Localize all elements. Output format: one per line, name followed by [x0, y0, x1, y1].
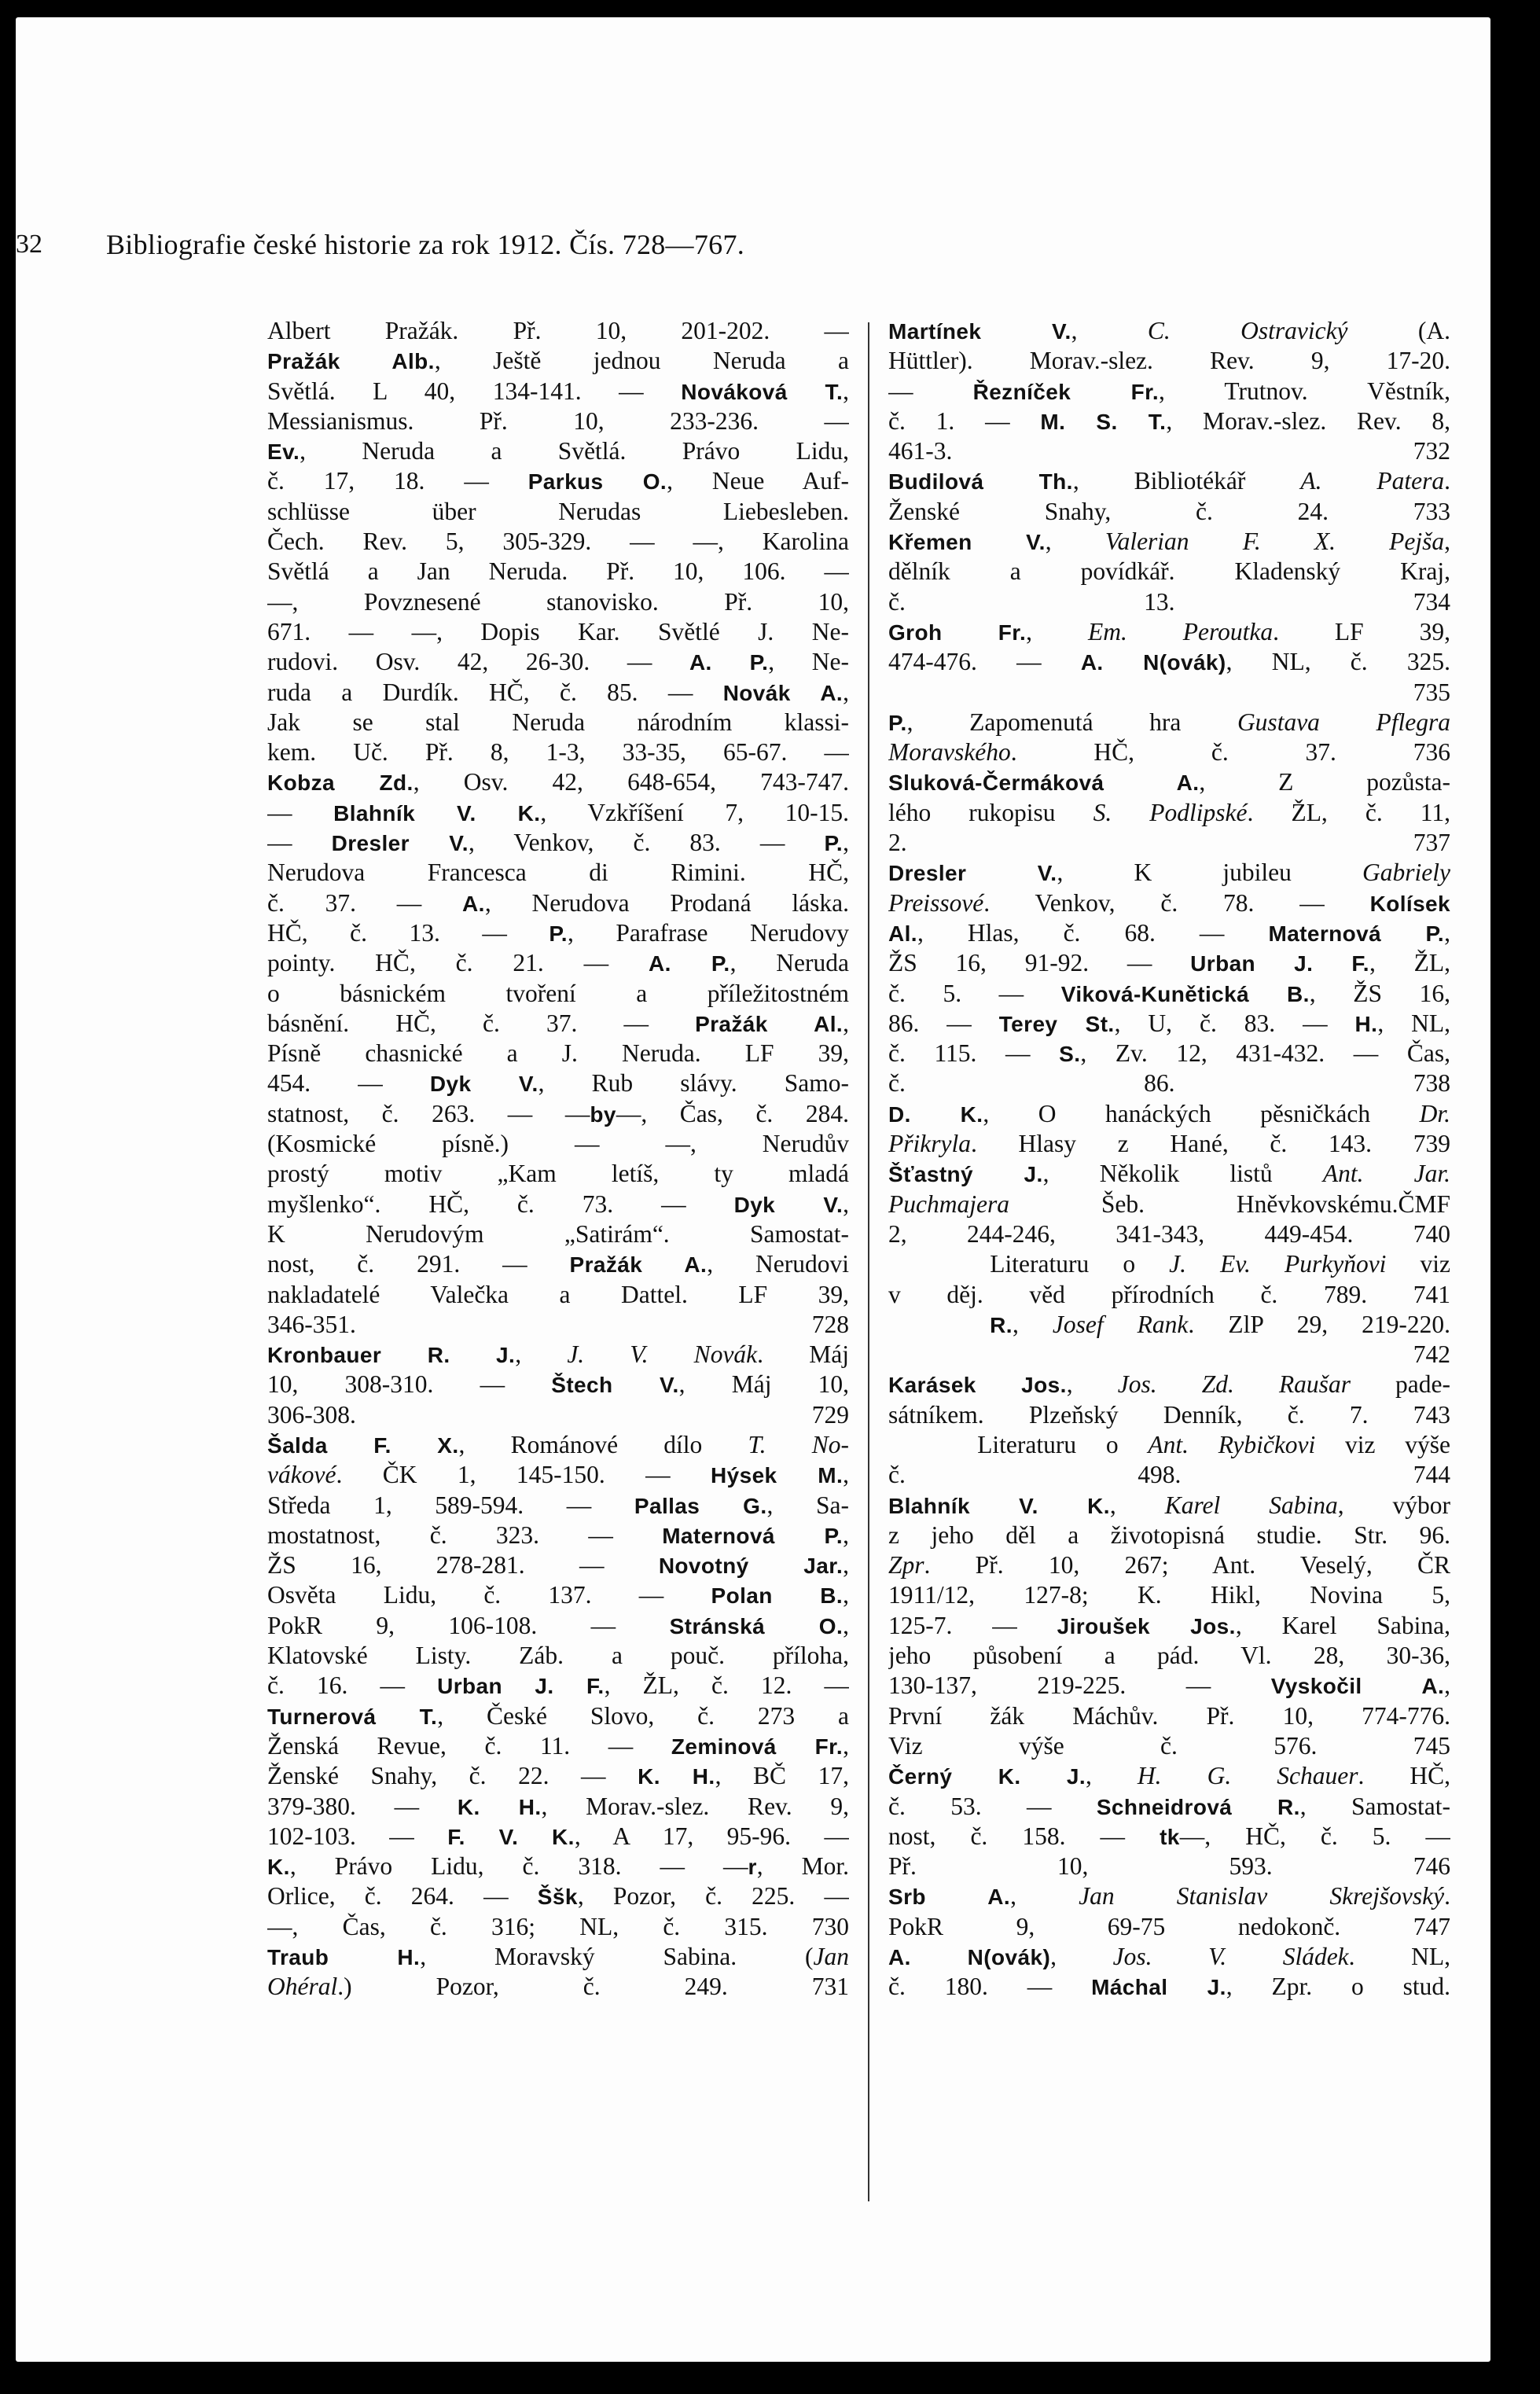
text-line: Nerudova Francesca di Rimini. HČ,: [267, 859, 849, 887]
running-title: Bibliografie české historie za rok 1912. Čís. 728—767.: [106, 229, 745, 260]
text-line: A. N(ovák), Jos. V. Sládek. NL,: [888, 1943, 1450, 1971]
text-line: č. 37. — A., Nerudova Prodaná láska.: [267, 888, 849, 917]
text-line: myšlenko“. HČ, č. 73. — Dyk V.,: [267, 1190, 849, 1218]
text-line: č. 5. — Viková-Kunětická B., ŽS 16,: [888, 979, 1450, 1007]
text-line: statnost, č. 263. — —by—, Čas, č. 284.: [267, 1099, 849, 1127]
text-line: Literaturu o J. Ev. Purkyňovi viz: [888, 1250, 1450, 1278]
text-line: Křemen V., Valerian F. X. Pejša,: [888, 528, 1450, 556]
text-line: 671. — —, Dopis Kar. Světlé J. Ne-: [267, 617, 849, 645]
text-line: 461-3. 732: [888, 437, 1450, 465]
text-line: Ženská Revue, č. 11. — Zeminová Fr.,: [267, 1731, 849, 1760]
text-line: Ženské Snahy, č. 22. — K. H., BČ 17,: [267, 1762, 849, 1790]
text-line: Zpr. Př. 10, 267; Ant. Veselý, ČR: [888, 1551, 1450, 1579]
text-line: Ev., Neruda a Světlá. Právo Lidu,: [267, 437, 849, 465]
text-line: Messianismus. Př. 10, 233-236. —: [267, 406, 849, 435]
text-line: (Kosmické písně.) — —, Nerudův: [267, 1130, 849, 1158]
text-line: Kobza Zd., Osv. 42, 648-654, 743-747.: [267, 768, 849, 796]
text-line: První žák Máchův. Př. 10, 774-776.: [888, 1701, 1450, 1730]
text-line: Středa 1, 589-594. — Pallas G., Sa-: [267, 1491, 849, 1519]
text-line: 125-7. — Jiroušek Jos., Karel Sabina,: [888, 1611, 1450, 1639]
text-line: — Řezníček Fr., Trutnov. Věstník,: [888, 377, 1450, 405]
text-line: K Nerudovým „Satirám“. Samostat-: [267, 1219, 849, 1248]
text-line: ŽS 16, 91-92. — Urban J. F., ŽL,: [888, 949, 1450, 977]
text-line: 454. — Dyk V., Rub slávy. Samo-: [267, 1069, 849, 1098]
text-line: 130-137, 219-225. — Vyskočil A.,: [888, 1671, 1450, 1700]
text-line: 346-351. 728: [267, 1310, 849, 1338]
text-line: Traub H., Moravský Sabina. (Jan: [267, 1943, 849, 1971]
text-line: 86. — Terey St., U, č. 83. — H., NL,: [888, 1009, 1450, 1037]
text-line: č. 180. — Máchal J., Zpr. o stud.: [888, 1973, 1450, 2001]
text-line: Písně chasnické a J. Neruda. LF 39,: [267, 1039, 849, 1068]
text-line: K., Právo Lidu, č. 318. — —r, Mor.: [267, 1852, 849, 1881]
text-line: Sluková-Čermáková A., Z pozůsta-: [888, 768, 1450, 796]
text-line: nost, č. 158. — tk—, HČ, č. 5. —: [888, 1822, 1450, 1850]
text-line: Osvěta Lidu, č. 137. — Polan B.,: [267, 1581, 849, 1609]
text-line: pointy. HČ, č. 21. — A. P., Neruda: [267, 949, 849, 977]
text-line: Al., Hlas, č. 68. — Maternová P.,: [888, 918, 1450, 947]
text-line: dělník a povídkář. Kladenský Kraj,: [888, 557, 1450, 586]
text-line: Groh Fr., Em. Peroutka. LF 39,: [888, 617, 1450, 645]
text-line: č. 498. 744: [888, 1461, 1450, 1489]
book-page: [16, 17, 1490, 2362]
text-line: 379-380. — K. H., Morav.-slez. Rev. 9,: [267, 1792, 849, 1820]
text-line: schlüsse über Nerudas Liebesleben.: [267, 497, 849, 525]
text-line: —, Povznesené stanovisko. Př. 10,: [267, 587, 849, 616]
text-line: mostatnost, č. 323. — Maternová P.,: [267, 1521, 849, 1549]
text-line: 10, 308-310. — Štech V., Máj 10,: [267, 1370, 849, 1399]
text-line: Viz výše č. 576. 745: [888, 1731, 1450, 1760]
column-divider: [868, 322, 869, 2201]
text-line: Klatovské Listy. Záb. a pouč. příloha,: [267, 1642, 849, 1670]
text-line: 2, 244-246, 341-343, 449-454. 740: [888, 1219, 1450, 1248]
right-column: [888, 316, 1450, 2002]
text-line: Karásek Jos., Jos. Zd. Raušar pade-: [888, 1370, 1450, 1399]
text-line: —, Čas, č. 316; NL, č. 315. 730: [267, 1912, 849, 1940]
text-line: nost, č. 291. — Pražák A., Nerudovi: [267, 1250, 849, 1278]
text-line: 306-308. 729: [267, 1400, 849, 1429]
text-line: Světlá. L 40, 134-141. — Nováková T.,: [267, 377, 849, 405]
text-line: z jeho děl a životopisná studie. Str. 96.: [888, 1521, 1450, 1549]
text-line: Kronbauer R. J., J. V. Novák. Máj: [267, 1340, 849, 1369]
text-line: 474-476. — A. N(ovák), NL, č. 325.: [888, 648, 1450, 676]
text-line: PokR 9, 69-75 nedokonč. 747: [888, 1912, 1450, 1940]
text-line: ŽS 16, 278-281. — Novotný Jar.,: [267, 1551, 849, 1579]
text-line: Světlá a Jan Neruda. Př. 10, 106. —: [267, 557, 849, 586]
text-line: Černý K. J., H. G. Schauer. HČ,: [888, 1762, 1450, 1790]
text-line: č. 86. 738: [888, 1069, 1450, 1098]
text-line: PokR 9, 106-108. — Stránská O.,: [267, 1611, 849, 1639]
text-line: nakladatelé Valečka a Dattel. LF 39,: [267, 1280, 849, 1308]
text-line: č. 1. — M. S. T., Morav.-slez. Rev. 8,: [888, 406, 1450, 435]
text-line: Pražák Alb., Ještě jednou Neruda a: [267, 347, 849, 375]
text-line: jeho působení a pád. Vl. 28, 30-36,: [888, 1642, 1450, 1670]
text-line: básnění. HČ, č. 37. — Pražák Al.,: [267, 1009, 849, 1037]
text-line: 102-103. — F. V. K., A 17, 95-96. —: [267, 1822, 849, 1850]
text-line: ruda a Durdík. HČ, č. 85. — Novák A.,: [267, 678, 849, 706]
text-line: Orlice, č. 264. — Ššk, Pozor, č. 225. —: [267, 1882, 849, 1910]
page-number: 32: [16, 230, 42, 259]
text-line: č. 17, 18. — Parkus O., Neue Auf-: [267, 467, 849, 495]
text-line: kem. Uč. Př. 8, 1-3, 33-35, 65-67. —: [267, 738, 849, 767]
text-line: Albert Pražák. Př. 10, 201-202. —: [267, 317, 849, 344]
text-line: č. 115. — S., Zv. 12, 431-432. — Čas,: [888, 1039, 1450, 1068]
text-line: Blahník V. K., Karel Sabina, výbor: [888, 1491, 1450, 1519]
text-line: D. K., O hanáckých pěsničkách Dr.: [888, 1099, 1450, 1127]
text-line: 742: [1413, 1340, 1450, 1369]
text-line: Turnerová T., České Slovo, č. 273 a: [267, 1701, 849, 1730]
text-line: Puchmajera Šeb. Hněvkovskému.ČMF: [888, 1190, 1450, 1218]
text-line: č. 13. 734: [888, 587, 1450, 616]
text-line: v děj. věd přírodních č. 789. 741: [888, 1280, 1450, 1308]
text-line: Jak se stal Neruda národním klassi-: [267, 708, 849, 736]
text-line: Budilová Th., Bibliotékář A. Patera.: [888, 467, 1450, 495]
text-line: Preissové. Venkov, č. 78. — Kolísek: [888, 888, 1450, 917]
text-line: sátníkem. Plzeňský Denník, č. 7. 743: [888, 1400, 1450, 1429]
text-line: Přikryla. Hlasy z Hané, č. 143. 739: [888, 1130, 1450, 1158]
text-line: Šťastný J., Několik listů Ant. Jar.: [888, 1160, 1450, 1188]
text-line: Šalda F. X., Románové dílo T. No-: [267, 1430, 849, 1458]
text-line: 1911/12, 127-8; K. Hikl, Novina 5,: [888, 1581, 1450, 1609]
text-line: Moravského. HČ, č. 37. 736: [888, 738, 1450, 767]
text-line: Hüttler). Morav.-slez. Rev. 9, 17-20.: [888, 347, 1450, 375]
text-line: — Blahník V. K., Vzkříšení 7, 10-15.: [267, 798, 849, 826]
text-line: vákové. ČK 1, 145-150. — Hýsek M.,: [267, 1461, 849, 1489]
text-line: HČ, č. 13. — P., Parafrase Nerudovy: [267, 918, 849, 947]
left-column: [267, 316, 849, 2002]
text-line: R., Josef Rank. ZlP 29, 219-220.: [990, 1310, 1450, 1338]
text-line: P., Zapomenutá hra Gustava Pflegra: [888, 708, 1450, 736]
text-line: č. 53. — Schneidrová R., Samostat-: [888, 1792, 1450, 1820]
text-line: Srb A., Jan Stanislav Skrejšovský.: [888, 1882, 1450, 1910]
text-line: č. 16. — Urban J. F., ŽL, č. 12. —: [267, 1671, 849, 1700]
text-line: — Dresler V., Venkov, č. 83. — P.,: [267, 829, 849, 857]
text-line: 2. 737: [888, 829, 1450, 857]
text-line: Dresler V., K jubileu Gabriely: [888, 859, 1450, 887]
text-line: 735: [1413, 678, 1450, 706]
text-line: Literaturu o Ant. Rybičkovi viz výše: [888, 1430, 1450, 1458]
text-line: Ženské Snahy, č. 24. 733: [888, 497, 1450, 525]
text-line: rudovi. Osv. 42, 26-30. — A. P., Ne-: [267, 648, 849, 676]
text-line: lého rukopisu S. Podlipské. ŽL, č. 11,: [888, 798, 1450, 826]
text-line: Ohéral.) Pozor, č. 249. 731: [267, 1973, 849, 2001]
text-line: o básnickém tvoření a příležitostném: [267, 979, 849, 1007]
text-line: Př. 10, 593. 746: [888, 1852, 1450, 1881]
text-line: prostý motiv „Kam letíš, ty mladá: [267, 1160, 849, 1188]
text-line: Čech. Rev. 5, 305-329. — —, Karolina: [267, 528, 849, 556]
text-line: Martínek V., C. Ostravický (A.: [888, 317, 1450, 344]
